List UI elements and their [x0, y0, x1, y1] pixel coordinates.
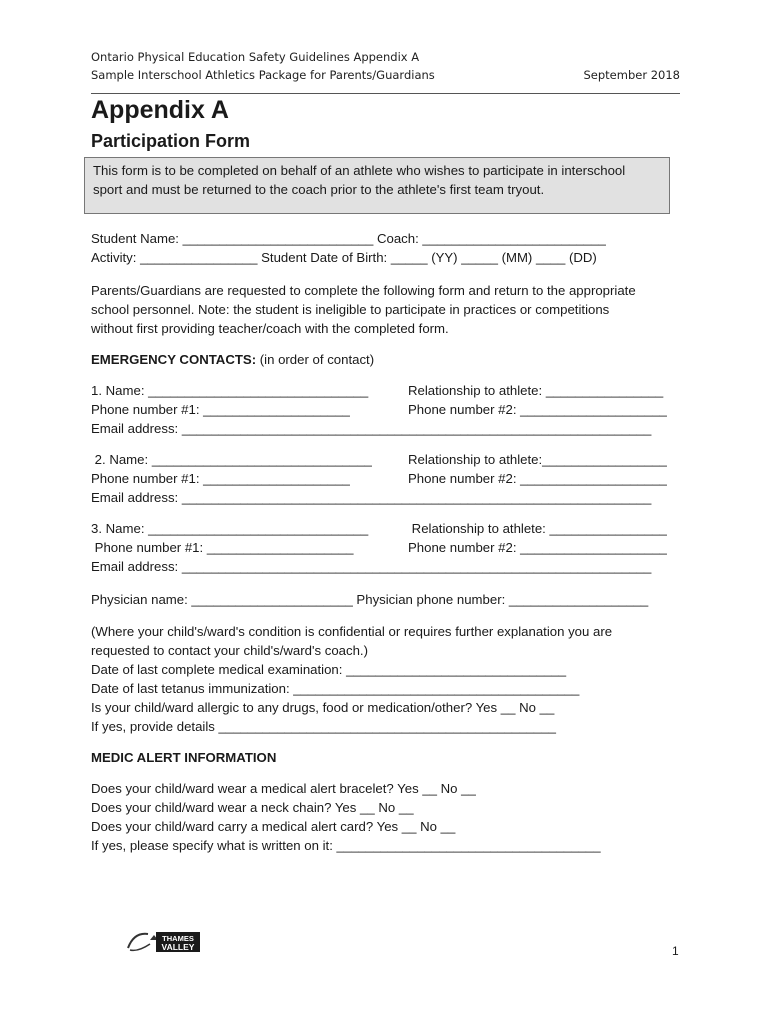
- emergency-contact-1: [91, 381, 691, 438]
- medic-alert-line: Does your child/ward carry a medical alert card? Yes __ No __: [91, 819, 456, 834]
- tetanus-line: Date of last tetanus immunization: _______________________________________: [91, 681, 580, 696]
- allergy-line: Is your child/ward allergic to any drugs, food or medication/other? Yes __ No __: [91, 700, 555, 715]
- medical-line: requested to contact your child's/ward's coach.): [91, 643, 368, 658]
- running-header: [91, 48, 680, 84]
- intro-line: Parents/Guardians are requested to complete the following form and return to the appropriate: [91, 283, 636, 298]
- allergy-details-line: If yes, provide details ______________________________________________: [91, 719, 556, 734]
- contact-phone-2: Phone number #2: ____________________: [408, 540, 667, 555]
- medical-info: [91, 622, 691, 736]
- contact-email: Email address: ________________________________________________________________: [91, 559, 652, 574]
- logo-text-bottom: VALLEY: [161, 942, 195, 952]
- medic-alert-line: Does your child/ward wear a medical alert bracelet? Yes __ No __: [91, 781, 476, 796]
- notice-box: [84, 157, 670, 214]
- contact-phone-2: Phone number #2: ____________________: [408, 402, 667, 417]
- emergency-heading: [91, 350, 691, 369]
- notice-line: sport and must be returned to the coach prior to the athlete's first team tryout.: [93, 182, 545, 197]
- activity-dob-line: Activity: ________________ Student Date of Birth: _____ (YY) _____ (MM) ____ (DD): [91, 250, 597, 265]
- physician-info: [91, 590, 691, 609]
- physician-line: Physician name: ______________________ Physician phone number: ___________________: [91, 592, 649, 607]
- header-date: September 2018: [583, 68, 680, 82]
- emergency-heading-label: EMERGENCY CONTACTS:: [91, 352, 257, 367]
- medic-alert-heading: [91, 748, 691, 767]
- emergency-contact-2: [91, 450, 691, 507]
- page-title: Appendix A: [91, 96, 229, 124]
- contact-relationship: Relationship to athlete:_________________: [408, 452, 667, 467]
- emergency-contact-3: [91, 519, 691, 576]
- contact-email: Email address: ________________________________________________________________: [91, 421, 652, 436]
- contact-name: 3. Name: ______________________________: [91, 521, 369, 536]
- medic-alert-heading-label: MEDIC ALERT INFORMATION: [91, 750, 277, 765]
- notice-line: This form is to be completed on behalf of an athlete who wishes to participate in interschool: [93, 163, 626, 178]
- medic-alert-line: If yes, please specify what is written on it: ____________________________________: [91, 838, 601, 853]
- intro-paragraph: [91, 281, 691, 338]
- medical-line: (Where your child's/ward's condition is confidential or requires further explanation you are: [91, 624, 613, 639]
- medical-exam-line: Date of last complete medical examination: ______________________________: [91, 662, 567, 677]
- contact-name: 1. Name: ______________________________: [91, 383, 369, 398]
- page-number: 1: [672, 944, 679, 958]
- header-divider: [91, 93, 680, 94]
- contact-name: 2. Name: ______________________________: [91, 452, 372, 467]
- medic-alert-info: [91, 779, 691, 855]
- contact-relationship: Relationship to athlete: ________________: [408, 521, 667, 536]
- header-line-1: Ontario Physical Education Safety Guidelines Appendix A: [91, 50, 420, 64]
- thames-valley-logo-icon: [124, 926, 204, 958]
- contact-phone-2: Phone number #2: ____________________: [408, 471, 667, 486]
- contact-phone-1: Phone number #1: ____________________: [91, 402, 350, 417]
- medic-alert-line: Does your child/ward wear a neck chain? Yes __ No __: [91, 800, 414, 815]
- contact-phone-1: Phone number #1: ____________________: [91, 540, 354, 555]
- contact-relationship: Relationship to athlete: ________________: [408, 383, 664, 398]
- student-name-coach-line: Student Name: __________________________ Coach: _________________________: [91, 231, 606, 246]
- emergency-heading-note: (in order of contact): [256, 352, 375, 367]
- contact-phone-1: Phone number #1: ____________________: [91, 471, 350, 486]
- intro-line: school personnel. Note: the student is ineligible to participate in practices or competitions: [91, 302, 610, 317]
- contact-email: Email address: ________________________________________________________________: [91, 490, 652, 505]
- student-info: [91, 229, 691, 267]
- page-subtitle: Participation Form: [91, 131, 251, 151]
- logo-text-top: THAMES: [162, 934, 194, 943]
- header-line-2: Sample Interschool Athletics Package for Parents/Guardians: [91, 68, 435, 82]
- intro-line: without first providing teacher/coach with the completed form.: [91, 321, 449, 336]
